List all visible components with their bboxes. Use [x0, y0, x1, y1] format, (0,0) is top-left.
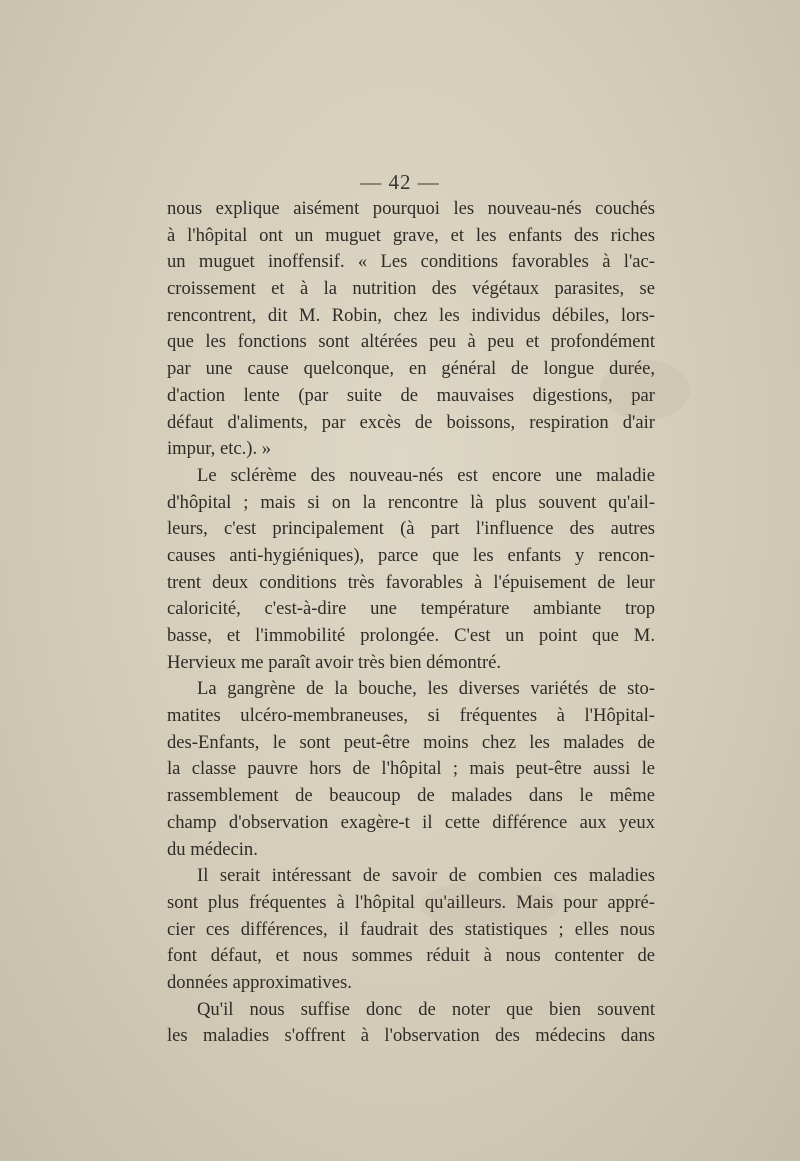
text-line: matites ulcéro-membraneuses, si fréquentes à l'Hôpital-	[167, 705, 655, 727]
text-line: font défaut, et nous sommes réduit à nous contenter de	[167, 945, 655, 967]
text-line: à l'hôpital ont un muguet grave, et les enfants des riches	[167, 224, 655, 246]
text-line: rencontrent, dit M. Robin, chez les individus débiles, lors-	[167, 304, 655, 326]
text-line: des-Enfants, le sont peut-être moins chez les malades de	[167, 731, 655, 753]
text-line: cier ces différences, il faudrait des statistiques ; elles nous	[167, 918, 655, 940]
text-line: du médecin.	[167, 838, 258, 860]
body-text	[167, 196, 655, 1050]
text-line: d'action lente (par suite de mauvaises digestions, par	[167, 384, 655, 406]
text-line: nous explique aisément pourquoi les nouveau-nés couchés	[167, 198, 655, 219]
text-line: causes anti-hygiéniques), parce que les enfants y rencon-	[167, 544, 655, 566]
text-line: d'hôpital ; mais si on la rencontre là plus souvent qu'ail-	[167, 491, 655, 513]
text-line: rassemblement de beaucoup de malades dans le même	[167, 785, 655, 807]
text-line: croissement et à la nutrition des végétaux parasites, se	[167, 278, 655, 300]
text-line: sont plus fréquentes à l'hôpital qu'ailleurs. Mais pour appré-	[167, 891, 655, 913]
text-line: Hervieux me paraît avoir très bien démontré.	[167, 651, 502, 673]
text-line: que les fonctions sont altérées peu à peu et profondément	[167, 331, 655, 353]
text-line: Il serait intéressant de savoir de combien ces maladies	[197, 865, 655, 887]
text-line: impur, etc.). »	[167, 438, 272, 460]
text-line: basse, et l'immobilité prolongée. C'est un point que M.	[167, 625, 655, 646]
text-line: Le sclérème des nouveau-nés est encore une maladie	[197, 464, 655, 486]
text-line: par une cause quelconque, en général de longue durée,	[167, 358, 655, 380]
text-line: les maladies s'offrent à l'observation des médecins dans	[167, 1025, 655, 1047]
page-number: — 42 —	[360, 170, 440, 194]
text-line: La gangrène de la bouche, les diverses variétés de sto-	[197, 678, 655, 700]
text-line: Qu'il nous suffise donc de noter que bien souvent	[197, 998, 655, 1020]
text-line: champ d'observation exagère-t il cette différence aux yeux	[167, 811, 655, 833]
text-line: leurs, c'est principalement (à part l'influence des autres	[167, 518, 655, 540]
text-line: trent deux conditions très favorables à l'épuisement de leur	[167, 571, 655, 593]
text-line: données approximatives.	[167, 971, 352, 993]
text-line: caloricité, c'est-à-dire une température ambiante trop	[167, 598, 655, 620]
text-line: un muguet inoffensif. « Les conditions favorables à l'ac-	[167, 251, 655, 273]
text-line: défaut d'aliments, par excès de boissons, respiration d'air	[167, 411, 655, 433]
text-line: la classe pauvre hors de l'hôpital ; mais peut-être aussi le	[167, 758, 655, 780]
